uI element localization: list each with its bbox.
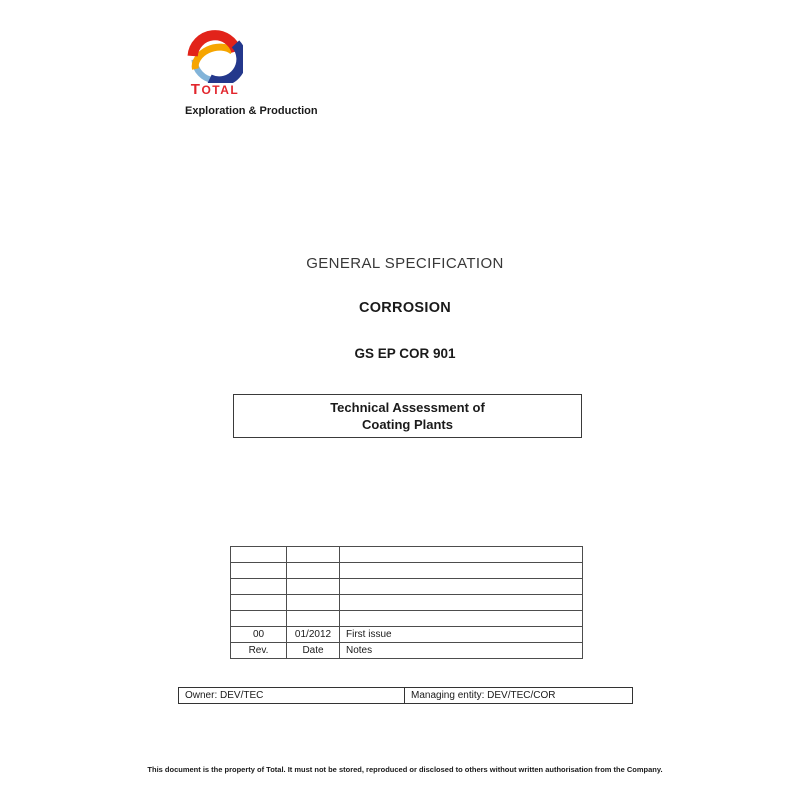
date-cell <box>287 595 340 611</box>
revision-entry-row <box>231 627 583 643</box>
date-cell <box>287 563 340 579</box>
rev-cell <box>231 547 287 563</box>
revision-table <box>230 546 583 659</box>
notes-cell <box>340 595 583 611</box>
subtitle-box <box>233 394 582 438</box>
division-label: Exploration & Production <box>185 105 318 117</box>
managing-entity-cell: Managing entity: DEV/TEC/COR <box>405 688 633 704</box>
date-cell <box>287 579 340 595</box>
spec-title: GENERAL SPECIFICATION <box>306 255 504 272</box>
rev-cell <box>231 611 287 627</box>
date-cell: 01/2012 <box>287 627 340 643</box>
total-globe-icon <box>187 29 243 83</box>
discipline-title: CORROSION <box>358 300 452 316</box>
owner-cell: Owner: DEV/TEC <box>179 688 405 704</box>
date-cell <box>287 547 340 563</box>
notes-cell <box>340 611 583 627</box>
revision-empty-row <box>231 595 583 611</box>
revision-empty-row <box>231 547 583 563</box>
total-wordmark: TOTAL <box>190 81 240 98</box>
notes-cell <box>340 563 583 579</box>
subtitle-line-2: Coating Plants <box>361 416 453 432</box>
revision-empty-row <box>231 611 583 627</box>
notes-cell: First issue <box>340 627 583 643</box>
doc-number: GS EP COR 901 <box>354 346 456 361</box>
rev-cell <box>231 563 287 579</box>
revision-empty-row <box>231 563 583 579</box>
revision-empty-row <box>231 579 583 595</box>
rev-label-cell: Rev. <box>231 643 287 659</box>
subtitle-line-1: Technical Assessment of <box>330 400 485 415</box>
ownership-row <box>179 688 633 704</box>
notes-cell <box>340 579 583 595</box>
ownership-bar <box>178 687 633 704</box>
revision-label-row <box>231 643 583 659</box>
notes-label-cell: Notes <box>340 643 583 659</box>
date-label-cell: Date <box>287 643 340 659</box>
notes-cell <box>340 547 583 563</box>
rev-cell <box>231 595 287 611</box>
globe-orange-ribbon <box>195 47 233 69</box>
rev-cell: 00 <box>231 627 287 643</box>
footer-notice: This document is the property of Total. It must not be stored, reproduced or disclosed to others without written authorisation from the Company. <box>147 765 663 774</box>
rev-cell <box>231 579 287 595</box>
date-cell <box>287 611 340 627</box>
